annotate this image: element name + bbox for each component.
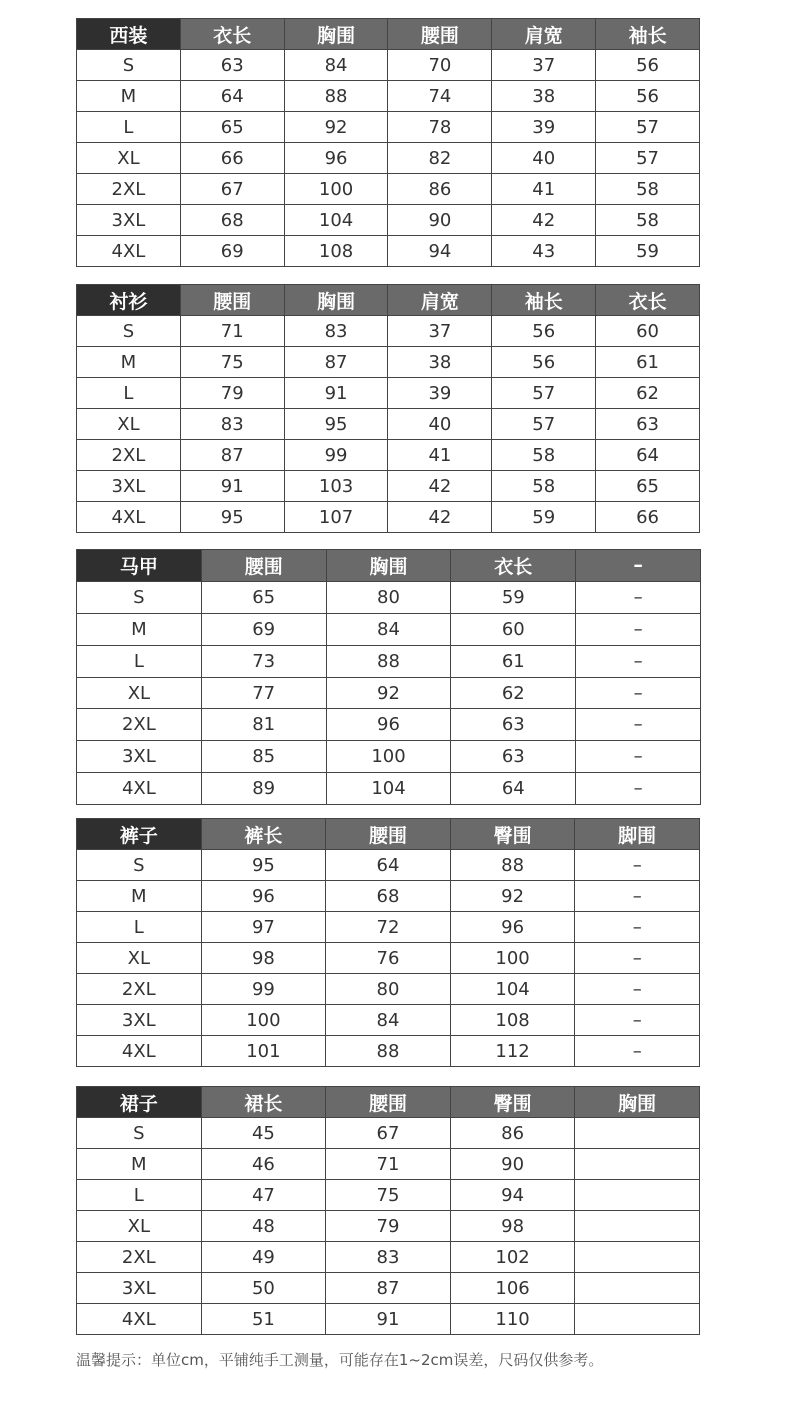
table-row — [77, 81, 700, 112]
measurement-cell — [575, 1242, 700, 1273]
measurement-cell: 100 — [284, 174, 388, 205]
column-header: 腰围 — [180, 285, 284, 316]
measurement-cell: 75 — [180, 347, 284, 378]
measurement-cell: 90 — [388, 205, 492, 236]
measurement-cell: – — [575, 912, 700, 943]
measurement-cell: 59 — [492, 502, 596, 533]
measurement-cell: 99 — [284, 440, 388, 471]
measurement-cell — [575, 1118, 700, 1149]
measurement-cell: – — [576, 773, 701, 805]
shirt-size-table — [76, 284, 700, 533]
measurement-cell: 90 — [450, 1149, 575, 1180]
measurement-cell — [575, 1273, 700, 1304]
table-row — [77, 912, 700, 943]
measurement-cell: 91 — [180, 471, 284, 502]
table-row — [77, 1304, 700, 1335]
measurement-cell: – — [576, 709, 701, 741]
size-label: S — [77, 850, 202, 881]
suit-size-table — [76, 18, 700, 267]
measurement-cell: 98 — [201, 943, 326, 974]
measurement-cell: 64 — [596, 440, 700, 471]
measurement-cell: 37 — [492, 50, 596, 81]
size-label: 2XL — [77, 709, 202, 741]
measurement-cell: 85 — [201, 741, 326, 773]
table-title: 裤子 — [77, 819, 202, 850]
measurement-cell: 63 — [596, 409, 700, 440]
header-row — [77, 1087, 700, 1118]
measurement-cell: 47 — [201, 1180, 326, 1211]
measurement-cell: 38 — [388, 347, 492, 378]
table-row — [77, 1118, 700, 1149]
measurement-cell: 87 — [326, 1273, 451, 1304]
measurement-cell: 50 — [201, 1273, 326, 1304]
measurement-cell: 56 — [492, 347, 596, 378]
column-header: 裤长 — [201, 819, 326, 850]
measurement-cell: 92 — [284, 112, 388, 143]
column-header: 袖长 — [492, 285, 596, 316]
measurement-cell: 78 — [388, 112, 492, 143]
size-label: XL — [77, 943, 202, 974]
table-row — [77, 316, 700, 347]
size-label: XL — [77, 1211, 202, 1242]
size-label: 2XL — [77, 1242, 202, 1273]
size-label: 3XL — [77, 205, 181, 236]
column-header: 臀围 — [450, 1087, 575, 1118]
measurement-cell: 64 — [180, 81, 284, 112]
table-row — [77, 143, 700, 174]
measurement-cell: 84 — [326, 613, 451, 645]
measurement-cell: 96 — [326, 709, 451, 741]
measurement-cell: 104 — [326, 773, 451, 805]
column-header: 脚围 — [575, 819, 700, 850]
measurement-cell: 61 — [596, 347, 700, 378]
measurement-cell: 67 — [180, 174, 284, 205]
measurement-cell: 106 — [450, 1273, 575, 1304]
size-label: XL — [77, 143, 181, 174]
measurement-cell: 88 — [326, 645, 451, 677]
measurement-cell — [575, 1149, 700, 1180]
measurement-cell: 80 — [326, 974, 451, 1005]
size-label: XL — [77, 677, 202, 709]
measurement-cell: 63 — [180, 50, 284, 81]
measurement-cell: 82 — [388, 143, 492, 174]
measurement-cell: 57 — [596, 112, 700, 143]
measurement-cell: – — [576, 677, 701, 709]
measurement-cell: 112 — [450, 1036, 575, 1067]
measurement-cell: 75 — [326, 1180, 451, 1211]
measurement-cell: 108 — [450, 1005, 575, 1036]
size-label: L — [77, 645, 202, 677]
table-row — [77, 205, 700, 236]
column-header: 衣长 — [180, 19, 284, 50]
measurement-cell: 59 — [596, 236, 700, 267]
measurement-cell: 96 — [284, 143, 388, 174]
measurement-cell: 98 — [450, 1211, 575, 1242]
table-row — [77, 471, 700, 502]
column-header: 裙长 — [201, 1087, 326, 1118]
size-label: 4XL — [77, 236, 181, 267]
table-row — [77, 1242, 700, 1273]
measurement-cell: 87 — [284, 347, 388, 378]
measurement-cell: 56 — [596, 81, 700, 112]
measurement-cell: 51 — [201, 1304, 326, 1335]
table-row — [77, 502, 700, 533]
measurement-cell: 64 — [451, 773, 576, 805]
measurement-cell: 58 — [596, 174, 700, 205]
measurement-cell: 57 — [492, 378, 596, 409]
table-row — [77, 1149, 700, 1180]
measurement-cell: 71 — [180, 316, 284, 347]
size-label: L — [77, 378, 181, 409]
header-row — [77, 550, 701, 582]
measurement-cell: 96 — [201, 881, 326, 912]
measurement-cell: 48 — [201, 1211, 326, 1242]
table-row — [77, 236, 700, 267]
size-label: S — [77, 316, 181, 347]
measurement-cell: 49 — [201, 1242, 326, 1273]
measurement-cell: 60 — [596, 316, 700, 347]
size-label: 3XL — [77, 1005, 202, 1036]
measurement-cell: 80 — [326, 581, 451, 613]
measurement-cell: 95 — [180, 502, 284, 533]
measurement-cell: 65 — [180, 112, 284, 143]
size-label: S — [77, 581, 202, 613]
measurement-cell — [575, 1180, 700, 1211]
measurement-cell: – — [576, 613, 701, 645]
measurement-cell: 68 — [180, 205, 284, 236]
table-title: 西装 — [77, 19, 181, 50]
measurement-cell: 104 — [284, 205, 388, 236]
measurement-cell: 39 — [492, 112, 596, 143]
header-row — [77, 819, 700, 850]
measurement-cell: 79 — [180, 378, 284, 409]
measurement-cell: 87 — [180, 440, 284, 471]
table-row — [77, 943, 700, 974]
measurement-cell: 88 — [450, 850, 575, 881]
measurement-cell: 88 — [326, 1036, 451, 1067]
column-header: 肩宽 — [388, 285, 492, 316]
table-row — [77, 613, 701, 645]
measurement-cell: 77 — [201, 677, 326, 709]
size-label: 4XL — [77, 1036, 202, 1067]
size-label: 4XL — [77, 502, 181, 533]
size-label: L — [77, 912, 202, 943]
column-header: 衣长 — [451, 550, 576, 582]
table-row — [77, 1273, 700, 1304]
measurement-cell: – — [576, 741, 701, 773]
column-header: 胸围 — [326, 550, 451, 582]
size-label: 2XL — [77, 440, 181, 471]
measurement-cell: 92 — [326, 677, 451, 709]
column-header: 腰围 — [326, 819, 451, 850]
measurement-cell: 57 — [596, 143, 700, 174]
measurement-cell: 92 — [450, 881, 575, 912]
measurement-cell: 59 — [451, 581, 576, 613]
size-label: M — [77, 1149, 202, 1180]
measurement-cell: 86 — [388, 174, 492, 205]
table-row — [77, 347, 700, 378]
measurement-cell: 58 — [596, 205, 700, 236]
measurement-cell: 74 — [388, 81, 492, 112]
measurement-cell: 110 — [450, 1304, 575, 1335]
measurement-cell: 88 — [284, 81, 388, 112]
size-label: L — [77, 112, 181, 143]
measurement-cell: 62 — [596, 378, 700, 409]
size-label: L — [77, 1180, 202, 1211]
measurement-cell: 37 — [388, 316, 492, 347]
measurement-cell: 102 — [450, 1242, 575, 1273]
measurement-cell: 57 — [492, 409, 596, 440]
measurement-cell: 89 — [201, 773, 326, 805]
measurement-cell: 40 — [388, 409, 492, 440]
table-title: 马甲 — [77, 550, 202, 582]
table-row — [77, 440, 700, 471]
measurement-cell: 62 — [451, 677, 576, 709]
skirt-size-table — [76, 1086, 700, 1335]
measurement-cell: 86 — [450, 1118, 575, 1149]
table-row — [77, 581, 701, 613]
measurement-cell: 42 — [388, 471, 492, 502]
measurement-cell: 94 — [388, 236, 492, 267]
table-title: 裙子 — [77, 1087, 202, 1118]
measurement-cell: 66 — [180, 143, 284, 174]
header-row — [77, 285, 700, 316]
size-label: 4XL — [77, 1304, 202, 1335]
size-label: M — [77, 881, 202, 912]
measurement-cell: 83 — [180, 409, 284, 440]
size-label: 2XL — [77, 974, 202, 1005]
table-row — [77, 1180, 700, 1211]
column-header: 胸围 — [575, 1087, 700, 1118]
measurement-cell: – — [576, 581, 701, 613]
size-label: M — [77, 347, 181, 378]
table-row — [77, 409, 700, 440]
measurement-cell — [575, 1304, 700, 1335]
column-header: 肩宽 — [492, 19, 596, 50]
measurement-cell: 107 — [284, 502, 388, 533]
measurement-cell: – — [575, 1036, 700, 1067]
measurement-cell: 45 — [201, 1118, 326, 1149]
size-label: 3XL — [77, 471, 181, 502]
measurement-cell: 65 — [201, 581, 326, 613]
measurement-cell: 84 — [284, 50, 388, 81]
measurement-cell: 103 — [284, 471, 388, 502]
measurement-cell: – — [575, 881, 700, 912]
size-label: M — [77, 81, 181, 112]
measurement-cell: 99 — [201, 974, 326, 1005]
measurement-cell: 43 — [492, 236, 596, 267]
measurement-cell: 69 — [201, 613, 326, 645]
measurement-cell: 58 — [492, 471, 596, 502]
size-label: 3XL — [77, 741, 202, 773]
table-row — [77, 1211, 700, 1242]
measurement-cell: 83 — [326, 1242, 451, 1273]
column-header: 衣长 — [596, 285, 700, 316]
pants-size-table — [76, 818, 700, 1067]
measurement-cell: 100 — [326, 741, 451, 773]
table-row — [77, 1005, 700, 1036]
measurement-cell: – — [575, 1005, 700, 1036]
measurement-cell: 95 — [201, 850, 326, 881]
vest-size-table — [76, 549, 701, 805]
table-row — [77, 378, 700, 409]
measurement-cell: – — [575, 974, 700, 1005]
table-row — [77, 112, 700, 143]
measurement-cell: 108 — [284, 236, 388, 267]
measurement-cell: 79 — [326, 1211, 451, 1242]
size-label: M — [77, 613, 202, 645]
measurement-cell: 101 — [201, 1036, 326, 1067]
measurement-cell: 60 — [451, 613, 576, 645]
measurement-cell: 41 — [492, 174, 596, 205]
measurement-cell: 76 — [326, 943, 451, 974]
table-row — [77, 741, 701, 773]
table-row — [77, 645, 701, 677]
measurement-cell: 42 — [388, 502, 492, 533]
measurement-cell: 95 — [284, 409, 388, 440]
column-header: 胸围 — [284, 285, 388, 316]
measurement-cell: 83 — [284, 316, 388, 347]
measurement-cell: 46 — [201, 1149, 326, 1180]
size-label: S — [77, 50, 181, 81]
column-header: 腰围 — [201, 550, 326, 582]
measurement-cell: – — [575, 850, 700, 881]
size-label: 2XL — [77, 174, 181, 205]
table-row — [77, 50, 700, 81]
table-title: 衬衫 — [77, 285, 181, 316]
measurement-cell: 42 — [492, 205, 596, 236]
table-row — [77, 677, 701, 709]
measurement-cell: 100 — [201, 1005, 326, 1036]
measurement-cell — [575, 1211, 700, 1242]
header-row — [77, 19, 700, 50]
measurement-cell: 81 — [201, 709, 326, 741]
measurement-cell: 63 — [451, 741, 576, 773]
size-label: S — [77, 1118, 202, 1149]
table-row — [77, 773, 701, 805]
measurement-cell: 61 — [451, 645, 576, 677]
table-row — [77, 1036, 700, 1067]
table-row — [77, 881, 700, 912]
measurement-cell: – — [576, 645, 701, 677]
measurement-cell: 100 — [450, 943, 575, 974]
column-header: 袖长 — [596, 19, 700, 50]
table-row — [77, 709, 701, 741]
column-header: – — [576, 550, 701, 582]
measurement-cell: 94 — [450, 1180, 575, 1211]
measurement-cell: 68 — [326, 881, 451, 912]
measurement-cell: 84 — [326, 1005, 451, 1036]
measurement-cell: 66 — [596, 502, 700, 533]
measurement-cell: 104 — [450, 974, 575, 1005]
measurement-cell: 41 — [388, 440, 492, 471]
measurement-cell: 65 — [596, 471, 700, 502]
table-row — [77, 174, 700, 205]
measurement-cell: 72 — [326, 912, 451, 943]
measurement-cell: 64 — [326, 850, 451, 881]
measurement-cell: 69 — [180, 236, 284, 267]
measurement-cell: 40 — [492, 143, 596, 174]
measurement-cell: 70 — [388, 50, 492, 81]
measurement-cell: 67 — [326, 1118, 451, 1149]
measurement-cell: 58 — [492, 440, 596, 471]
measurement-cell: 91 — [326, 1304, 451, 1335]
measurement-cell: 38 — [492, 81, 596, 112]
column-header: 腰围 — [388, 19, 492, 50]
measurement-cell: 56 — [492, 316, 596, 347]
measurement-cell: – — [575, 943, 700, 974]
size-label: 3XL — [77, 1273, 202, 1304]
measurement-cell: 39 — [388, 378, 492, 409]
column-header: 臀围 — [450, 819, 575, 850]
measurement-cell: 56 — [596, 50, 700, 81]
measurement-cell: 71 — [326, 1149, 451, 1180]
table-row — [77, 974, 700, 1005]
measurement-cell: 96 — [450, 912, 575, 943]
size-label: XL — [77, 409, 181, 440]
size-label: 4XL — [77, 773, 202, 805]
measurement-cell: 73 — [201, 645, 326, 677]
column-header: 胸围 — [284, 19, 388, 50]
measurement-cell: 63 — [451, 709, 576, 741]
measurement-cell: 97 — [201, 912, 326, 943]
size-note: 温馨提示：单位cm，平铺纯手工测量，可能存在1~2cm误差，尺码仅供参考。 — [76, 1351, 604, 1369]
table-row — [77, 850, 700, 881]
measurement-cell: 91 — [284, 378, 388, 409]
column-header: 腰围 — [326, 1087, 451, 1118]
